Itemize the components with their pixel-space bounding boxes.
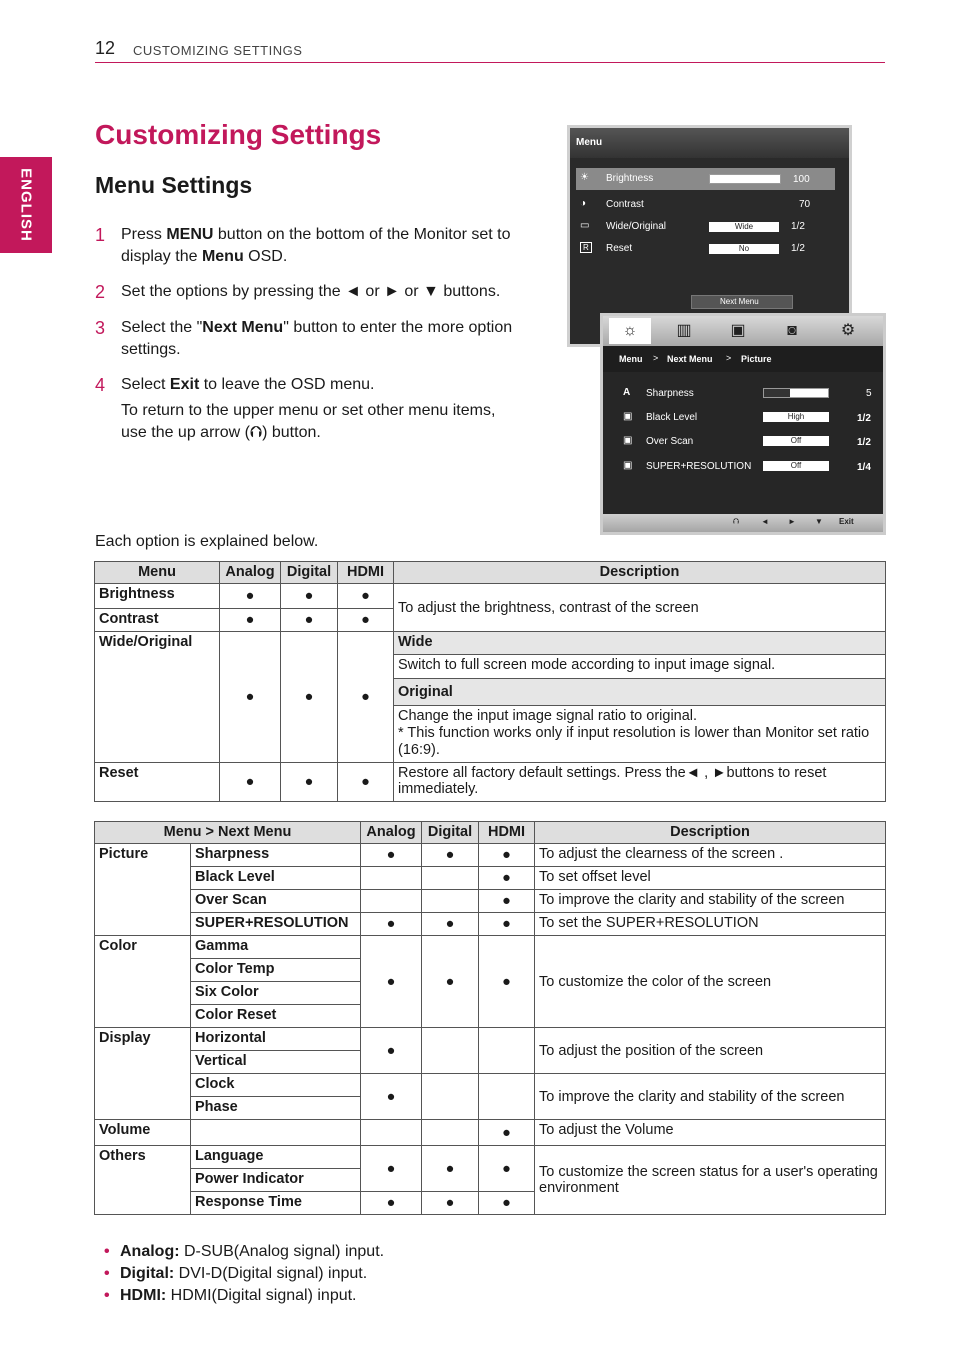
osd-row-label: SUPER+RESOLUTION bbox=[646, 461, 752, 472]
osd-tab-bar bbox=[603, 316, 883, 346]
step-bold: MENU bbox=[166, 226, 214, 243]
signal-legend-list bbox=[104, 1241, 384, 1307]
empty-cell bbox=[479, 1074, 535, 1120]
osd-row-value: 70 bbox=[799, 199, 811, 210]
list-item bbox=[104, 1285, 384, 1307]
submenu-cell: Clock bbox=[191, 1074, 361, 1097]
osd-row-value: 1/2 bbox=[791, 221, 805, 232]
brightness-bar bbox=[709, 174, 781, 184]
sub-option-cell: Original bbox=[394, 679, 886, 706]
table-row bbox=[95, 867, 886, 890]
exit-label: Exit bbox=[839, 517, 854, 526]
empty-cell bbox=[191, 1120, 361, 1146]
legend-text: HDMI(Digital signal) input. bbox=[166, 1287, 357, 1304]
description-cell: To adjust the Volume bbox=[535, 1120, 886, 1146]
menu-cell: Wide/Original bbox=[95, 632, 220, 763]
black-level-icon: ▣ bbox=[623, 411, 633, 422]
dot-cell: ● bbox=[361, 913, 422, 936]
empty-cell bbox=[361, 867, 422, 890]
step-text: Press bbox=[121, 226, 167, 243]
table-row bbox=[95, 913, 886, 936]
osd-title-bar bbox=[570, 128, 849, 158]
description-cell: To set offset level bbox=[535, 867, 886, 890]
step-text: Select bbox=[121, 376, 170, 393]
crumb-sep: > bbox=[653, 353, 659, 363]
menu-cell: Volume bbox=[95, 1120, 191, 1146]
osd-row-box: No bbox=[709, 244, 779, 254]
intro-text: Each option is explained below. bbox=[95, 533, 319, 550]
step-number: 4 bbox=[95, 375, 106, 395]
legend-text: DVI-D(Digital signal) input. bbox=[174, 1265, 368, 1282]
menu-cell: Reset bbox=[95, 763, 220, 802]
submenu-cell: Six Color bbox=[191, 982, 361, 1005]
dot-cell: ● bbox=[479, 1146, 535, 1192]
language-side-tab bbox=[0, 157, 52, 253]
table-row bbox=[95, 844, 886, 867]
legend-label: HDMI: bbox=[120, 1287, 167, 1304]
dot-cell: ● bbox=[281, 632, 338, 763]
empty-cell bbox=[422, 890, 479, 913]
dot-cell: ● bbox=[479, 1120, 535, 1146]
table-row bbox=[95, 763, 886, 802]
description-cell: To improve the clarity and stability of the screen bbox=[535, 1074, 886, 1120]
dot-cell: ● bbox=[361, 1146, 422, 1192]
page-title: Customizing Settings bbox=[95, 119, 382, 150]
osd-row-sharpness bbox=[623, 383, 871, 405]
step-bold: Exit bbox=[169, 376, 200, 393]
submenu-cell: Over Scan bbox=[191, 890, 361, 913]
column-header: HDMI bbox=[479, 822, 535, 844]
table-row bbox=[95, 1146, 886, 1169]
list-item bbox=[104, 1241, 384, 1263]
osd-row-brightness bbox=[576, 168, 835, 190]
menu-table bbox=[94, 561, 886, 802]
osd-row-value: 1/2 bbox=[791, 243, 805, 254]
submenu-cell: Language bbox=[191, 1146, 361, 1169]
crumb-item: Next Menu bbox=[667, 354, 713, 364]
empty-cell bbox=[422, 1028, 479, 1074]
osd-row-value: 100 bbox=[793, 174, 810, 185]
menu-cell: Color bbox=[95, 936, 191, 1028]
table-header-row bbox=[95, 562, 886, 584]
step-number: 1 bbox=[95, 225, 106, 245]
menu-cell: Brightness bbox=[95, 584, 220, 609]
dot-cell: ● bbox=[281, 763, 338, 802]
menu-cell: Picture bbox=[95, 844, 191, 936]
step-list bbox=[95, 224, 515, 444]
dot-cell: ● bbox=[281, 609, 338, 632]
super-resolution-icon: ▣ bbox=[623, 460, 633, 471]
page-number: 12 bbox=[95, 38, 116, 58]
description-line: * This function works only if input resolution is lower than Monitor set ratio (16:9). bbox=[398, 725, 870, 758]
dot-cell: ● bbox=[361, 844, 422, 867]
column-header: Description bbox=[394, 562, 886, 584]
step-text: Select the " bbox=[121, 319, 203, 336]
dot-cell: ● bbox=[479, 844, 535, 867]
description-cell: To adjust the clearness of the screen . bbox=[535, 844, 886, 867]
step-bold: Menu bbox=[201, 248, 244, 265]
side-tab-label: ENGLISH bbox=[17, 168, 35, 242]
header-section-title: CUSTOMIZING SETTINGS bbox=[133, 43, 303, 58]
step-text: OSD. bbox=[243, 248, 288, 265]
description-cell: To adjust the position of the screen bbox=[535, 1028, 886, 1074]
dot-cell: ● bbox=[479, 936, 535, 1028]
submenu-cell: SUPER+RESOLUTION bbox=[191, 913, 361, 936]
dot-cell: ● bbox=[422, 844, 479, 867]
osd-row-label: Over Scan bbox=[646, 436, 694, 447]
dot-cell: ● bbox=[479, 913, 535, 936]
dot-cell: ● bbox=[479, 890, 535, 913]
step-2 bbox=[95, 281, 515, 303]
description-line: Change the input image signal ratio to original. bbox=[398, 708, 698, 724]
description-cell: Switch to full screen mode according to input image signal. bbox=[394, 655, 886, 679]
column-header: Menu > Next Menu bbox=[95, 822, 361, 844]
osd-title: Menu bbox=[576, 137, 603, 148]
submenu-cell: Response Time bbox=[191, 1192, 361, 1215]
volume-tab-icon: ◙ bbox=[787, 322, 797, 339]
dot-cell: ● bbox=[361, 1192, 422, 1215]
column-header: Digital bbox=[422, 822, 479, 844]
next-menu-table bbox=[94, 821, 886, 1215]
step-3 bbox=[95, 317, 515, 361]
sharpness-bar bbox=[763, 388, 829, 398]
step-text: " button to enter the more option settings. bbox=[121, 319, 513, 358]
column-header: Digital bbox=[281, 562, 338, 584]
contrast-icon: ◑ bbox=[580, 198, 587, 209]
crumb-sep: > bbox=[726, 353, 732, 363]
crumb-item: Picture bbox=[741, 354, 772, 364]
osd-row-label: Black Level bbox=[646, 412, 698, 423]
description-cell: To adjust the brightness, contrast of the screen bbox=[394, 584, 886, 632]
osd-row-box: Off bbox=[763, 461, 829, 471]
list-item bbox=[104, 1263, 384, 1285]
osd-row-value: 5 bbox=[866, 388, 872, 399]
osd-row-black-level bbox=[623, 407, 871, 429]
osd-row-box: Off bbox=[763, 436, 829, 446]
dot-cell: ● bbox=[422, 913, 479, 936]
osd-breadcrumb bbox=[603, 346, 883, 372]
osd-row-over-scan bbox=[623, 431, 871, 453]
osd-row-value: 1/2 bbox=[857, 413, 871, 424]
crumb-item: Menu bbox=[619, 354, 643, 364]
empty-cell bbox=[361, 890, 422, 913]
table-row bbox=[95, 584, 886, 609]
submenu-cell: Horizontal bbox=[191, 1028, 361, 1051]
osd-row-label: Wide/Original bbox=[606, 221, 667, 232]
dot-cell: ● bbox=[220, 763, 281, 802]
dot-cell: ● bbox=[422, 1146, 479, 1192]
empty-cell bbox=[422, 867, 479, 890]
step-4 bbox=[95, 374, 515, 444]
dot-cell: ● bbox=[422, 1192, 479, 1215]
up-arrow-icon: ⮉ bbox=[733, 517, 740, 526]
dot-cell: ● bbox=[338, 609, 394, 632]
osd-row-box: High bbox=[763, 412, 829, 422]
column-header: Menu bbox=[95, 562, 220, 584]
table-row bbox=[95, 632, 886, 655]
over-scan-icon: ▣ bbox=[623, 435, 633, 446]
table-row bbox=[95, 1074, 886, 1097]
legend-label: Digital: bbox=[120, 1265, 175, 1282]
dot-cell: ● bbox=[361, 1074, 422, 1120]
osd-row-wide bbox=[576, 216, 835, 238]
osd-row-contrast bbox=[576, 194, 835, 216]
dot-cell: ● bbox=[422, 936, 479, 1028]
step-number: 2 bbox=[95, 282, 106, 302]
table-row bbox=[95, 1028, 886, 1051]
column-header: HDMI bbox=[338, 562, 394, 584]
description-cell: Restore all factory default settings. Press the◄ , ►buttons to reset immediately. bbox=[394, 763, 886, 802]
dot-cell: ● bbox=[281, 584, 338, 609]
table-row bbox=[95, 890, 886, 913]
menu-cell: Others bbox=[95, 1146, 191, 1215]
dot-cell: ● bbox=[479, 1192, 535, 1215]
dot-cell: ● bbox=[338, 632, 394, 763]
dot-cell: ● bbox=[338, 584, 394, 609]
dot-cell: ● bbox=[220, 609, 281, 632]
osd-button-bar bbox=[603, 514, 883, 532]
submenu-cell: Color Temp bbox=[191, 959, 361, 982]
step-1 bbox=[95, 224, 515, 268]
step-text: to leave the OSD menu. bbox=[199, 376, 375, 393]
submenu-cell: Black Level bbox=[191, 867, 361, 890]
empty-cell bbox=[422, 1074, 479, 1120]
description-cell: To set the SUPER+RESOLUTION bbox=[535, 913, 886, 936]
osd-row-super-resolution bbox=[623, 456, 871, 478]
table-row bbox=[95, 1120, 886, 1146]
dot-cell: ● bbox=[479, 867, 535, 890]
menu-cell: Contrast bbox=[95, 609, 220, 632]
legend-text: D-SUB(Analog signal) input. bbox=[179, 1243, 385, 1260]
display-tab-icon: ▣ bbox=[730, 322, 746, 339]
description-cell: To customize the color of the screen bbox=[535, 936, 886, 1028]
page-subtitle: Menu Settings bbox=[95, 172, 253, 198]
osd-next-label: Next Menu bbox=[720, 297, 759, 306]
osd-row-label: Contrast bbox=[606, 199, 644, 210]
osd-row-label: Brightness bbox=[606, 173, 654, 184]
dot-cell: ● bbox=[361, 1028, 422, 1074]
right-arrow-icon: ► bbox=[788, 517, 796, 526]
osd-row-label: Reset bbox=[606, 243, 633, 254]
color-tab-icon: ▥ bbox=[676, 322, 692, 339]
description-cell bbox=[394, 706, 886, 763]
reset-icon: R bbox=[580, 242, 592, 253]
table-row bbox=[95, 936, 886, 959]
submenu-cell: Vertical bbox=[191, 1051, 361, 1074]
osd-row-box: Wide bbox=[709, 222, 779, 232]
submenu-cell: Phase bbox=[191, 1097, 361, 1120]
description-cell: To customize the screen status for a user's operating environment bbox=[535, 1146, 886, 1215]
submenu-cell: Power Indicator bbox=[191, 1169, 361, 1192]
sun-icon: ☀ bbox=[580, 172, 589, 183]
column-header: Description bbox=[535, 822, 886, 844]
column-header: Analog bbox=[361, 822, 422, 844]
empty-cell bbox=[422, 1120, 479, 1146]
page-header bbox=[95, 38, 885, 63]
osd-row-value: 1/4 bbox=[857, 462, 871, 473]
osd-row-reset bbox=[576, 238, 835, 260]
step-text: button on the bottom of the Monitor set to display the bbox=[121, 226, 511, 265]
osd-picture-menu-screenshot bbox=[600, 313, 886, 535]
dot-cell: ● bbox=[338, 763, 394, 802]
legend-label: Analog: bbox=[120, 1243, 180, 1260]
step-text: Set the options by pressing the ◄ or ► or ▼ buttons. bbox=[121, 283, 501, 300]
down-arrow-icon: ▼ bbox=[815, 517, 823, 526]
dot-cell: ● bbox=[220, 584, 281, 609]
step-number: 3 bbox=[95, 318, 106, 338]
others-tab-icon: ⚙ bbox=[840, 322, 856, 339]
table-header-row bbox=[95, 822, 886, 844]
picture-tab-icon: ☼ bbox=[609, 318, 651, 344]
sharpness-icon: A bbox=[623, 387, 631, 398]
menu-cell: Display bbox=[95, 1028, 191, 1120]
step-bold: Next Menu bbox=[202, 319, 284, 336]
left-arrow-icon: ◄ bbox=[761, 517, 769, 526]
dot-cell: ● bbox=[220, 632, 281, 763]
submenu-cell: Sharpness bbox=[191, 844, 361, 867]
column-header: Analog bbox=[220, 562, 281, 584]
empty-cell bbox=[361, 1120, 422, 1146]
screen-icon: ▭ bbox=[580, 220, 590, 231]
empty-cell bbox=[479, 1028, 535, 1074]
submenu-cell: Gamma bbox=[191, 936, 361, 959]
dot-cell: ● bbox=[361, 936, 422, 1028]
step-extra-text: To return to the upper menu or set other menu items, use the up arrow (⮉) button. bbox=[121, 402, 496, 441]
osd-row-label: Sharpness bbox=[646, 388, 694, 399]
sub-option-cell: Wide bbox=[394, 632, 886, 655]
osd-next-menu-button bbox=[691, 295, 793, 309]
description-cell: To improve the clarity and stability of the screen bbox=[535, 890, 886, 913]
submenu-cell: Color Reset bbox=[191, 1005, 361, 1028]
osd-row-value: 1/2 bbox=[857, 437, 871, 448]
